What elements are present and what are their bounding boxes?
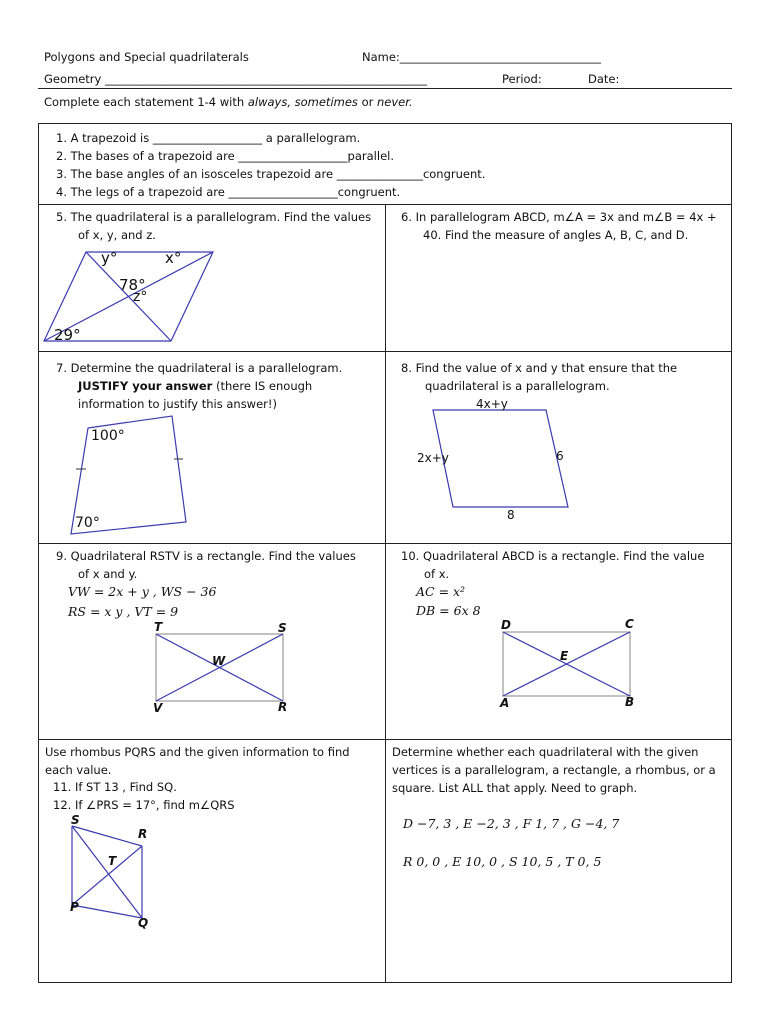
date-label: Date: (588, 72, 620, 86)
question-11: 11. If ST 13 , Find SQ. (53, 780, 177, 794)
q7-text-line3: information to justify this answer!) (78, 397, 277, 411)
q5-label-78: 78° (119, 276, 146, 294)
q13-text-line3: square. List ALL that apply. Need to graph. (392, 781, 638, 795)
q6-text-line1: 6. In parallelogram ABCD, m∠A = 3x and m∠B = 4x + (401, 210, 717, 224)
instructions-or: or (357, 95, 377, 109)
q11-label-Q: Q (138, 916, 149, 930)
q10-equation-2: DB = 6x 8 (416, 603, 481, 618)
instructions-never: never. (377, 95, 413, 109)
name-field[interactable]: Name:___________________________________ (362, 50, 602, 64)
q9-label-S: S (278, 621, 287, 635)
q10-text-line1: 10. Quadrilateral ABCD is a rectangle. Find the value (401, 549, 705, 563)
q5-text-line1: 5. The quadrilateral is a parallelogram. Find the values (56, 210, 372, 224)
q11-12-intro-line1: Use rhombus PQRS and the given information to find (45, 745, 350, 759)
q7-text-line1: 7. Determine the quadrilateral is a parallelogram. (56, 361, 343, 375)
q6-text-line2: 40. Find the measure of angles A, B, C, and D. (423, 228, 689, 242)
q9-label-R: R (278, 700, 288, 714)
q9-text-line1: 9. Quadrilateral RSTV is a rectangle. Find the values (56, 549, 356, 563)
q11-12-intro-line2: each value. (45, 763, 112, 777)
question-13-cell (385, 739, 732, 983)
q9-label-T: T (154, 620, 163, 634)
statement-1: 1. A trapezoid is ___________________ a parallelogram. (56, 131, 361, 145)
worksheet-title: Polygons and Special quadrilaterals (44, 50, 249, 64)
q10-text-line2: of x. (424, 567, 450, 581)
q8-text-line2: quadrilateral is a parallelogram. (425, 379, 610, 393)
q7-justify: JUSTIFY your answer (78, 379, 213, 393)
instructions-prefix: Complete each statement 1-4 with (44, 95, 248, 109)
q13-text-line1: Determine whether each quadrilateral with the given (392, 745, 699, 759)
statement-2: 2. The bases of a trapezoid are ___________________parallel. (56, 149, 394, 163)
q5-label-y: y° (101, 249, 118, 267)
q11-label-T: T (108, 854, 117, 868)
q8-label-left: 2x+y (417, 451, 449, 465)
q13-text-line2: vertices is a parallelogram, a rectangle, a rhombus, or a (392, 763, 716, 777)
q11-label-S: S (71, 813, 80, 827)
q5-label-29: 29° (54, 326, 81, 344)
q9-label-W: W (212, 654, 226, 668)
q10-label-E: E (560, 649, 569, 663)
course-field: Geometry ________________________________________________________ (44, 72, 427, 86)
instructions-options: always, sometimes (247, 95, 358, 109)
q5-text-line2: of x, y, and z. (78, 228, 156, 242)
q11-label-P: P (70, 900, 79, 914)
q13-vertex-set-1: D −7, 3 , E −2, 3 , F 1, 7 , G −4, 7 (403, 816, 620, 831)
q7-label-100: 100° (91, 428, 125, 444)
q9-equation-2: RS = x y , VT = 9 (68, 604, 179, 619)
q10-label-A: A (500, 696, 510, 710)
q9-text-line2: of x and y. (78, 567, 138, 581)
q8-label-bottom: 8 (507, 508, 515, 522)
question-12: 12. If ∠PRS = 17°, find m∠QRS (53, 798, 235, 812)
q7-label-70: 70° (75, 515, 100, 531)
q5-label-x: x° (165, 249, 182, 267)
q8-label-top: 4x+y (476, 397, 508, 411)
q5-label-z: z° (133, 289, 148, 305)
q10-label-C: C (625, 617, 634, 631)
q11-label-R: R (138, 827, 148, 841)
q10-label-B: B (625, 695, 635, 709)
q9-equation-1: VW = 2x + y , WS − 36 (68, 584, 217, 599)
statement-4: 4. The legs of a trapezoid are ___________________congruent. (56, 185, 401, 199)
period-label: Period: (502, 72, 542, 86)
q8-label-right: 6 (556, 449, 564, 463)
q10-label-D: D (501, 618, 511, 632)
q10-equation-1: AC = x² (416, 584, 466, 599)
q13-vertex-set-2: R 0, 0 , E 10, 0 , S 10, 5 , T 0, 5 (403, 854, 602, 869)
q7-text-line2-rest: (there IS enough (212, 379, 313, 393)
q8-text-line1: 8. Find the value of x and y that ensure that the (401, 361, 678, 375)
q9-label-V: V (153, 701, 163, 715)
statement-3: 3. The base angles of an isosceles trapezoid are _______________congruent. (56, 167, 486, 181)
